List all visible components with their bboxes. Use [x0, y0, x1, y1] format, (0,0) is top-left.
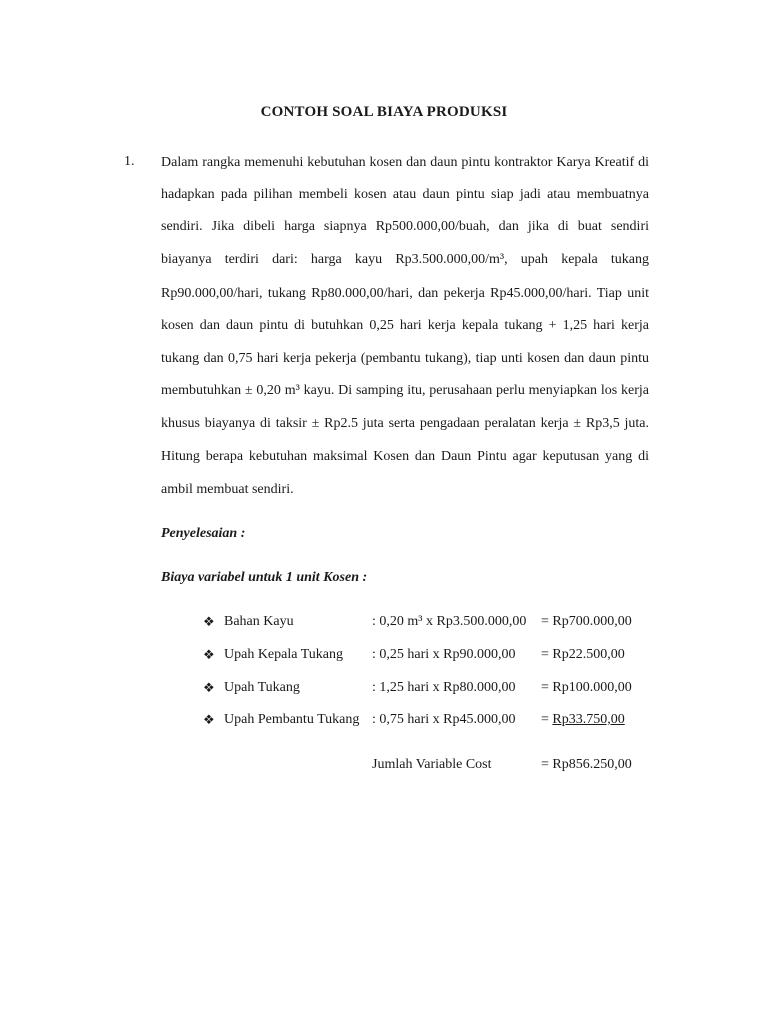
- cost-label: Upah Kepala Tukang: [224, 647, 343, 662]
- problem-line: kosen dan daun pintu di butuhkan 0,25 hari kerja kepala tukang + 1,25 hari kerja: [161, 318, 649, 333]
- cost-result: = Rp700.000,00: [541, 614, 632, 629]
- total-label: Jumlah Variable Cost: [372, 757, 492, 772]
- problem-line: hadapkan pada pilihan membeli kosen atau daun pintu siap jadi atau membuatnya: [161, 187, 649, 202]
- cost-row: [0, 614, 768, 634]
- problem-line: membutuhkan ± 0,20 m³ kayu. Di samping itu, perusahaan perlu menyiapkan los kerja: [161, 383, 649, 398]
- cost-result: [541, 712, 625, 728]
- total-row: [0, 757, 768, 777]
- problem-line: biayanya terdiri dari: harga kayu Rp3.500.000,00/m³, upah kepala tukang: [161, 252, 649, 267]
- cost-row: [0, 712, 768, 732]
- problem-line: ambil membuat sendiri.: [161, 482, 294, 497]
- problem-line: sendiri. Jika dibeli harga siapnya Rp500.000,00/buah, dan jika di buat sendiri: [161, 219, 649, 234]
- solution-heading: Penyelesaian :: [161, 526, 246, 541]
- cost-label: Bahan Kayu: [224, 614, 294, 629]
- cost-label: Upah Pembantu Tukang: [224, 712, 360, 727]
- problem-line: Dalam rangka memenuhi kebutuhan kosen dan daun pintu kontraktor Karya Kreatif di: [161, 155, 649, 170]
- cost-result: = Rp22.500,00: [541, 647, 625, 662]
- problem-line: khusus biayanya di taksir ± Rp2.5 juta serta pengadaan peralatan kerja ± Rp3,5 juta.: [161, 416, 649, 431]
- cost-row: [0, 680, 768, 700]
- cost-result-underlined: Rp33.750,00: [552, 712, 625, 727]
- variable-cost-heading: Biaya variabel untuk 1 unit Kosen :: [161, 570, 368, 585]
- cost-calculation: : 1,25 hari x Rp80.000,00: [372, 680, 516, 695]
- problem-number: 1.: [124, 154, 135, 169]
- diamond-bullet-icon: ❖: [203, 647, 215, 662]
- cost-calculation: : 0,25 hari x Rp90.000,00: [372, 647, 516, 662]
- cost-result: = Rp100.000,00: [541, 680, 632, 695]
- cost-calculation: : 0,75 hari x Rp45.000,00: [372, 712, 516, 727]
- diamond-bullet-icon: ❖: [203, 680, 215, 695]
- page-title: CONTOH SOAL BIAYA PRODUKSI: [260, 104, 508, 120]
- diamond-bullet-icon: ❖: [203, 614, 215, 629]
- problem-line: Rp90.000,00/hari, tukang Rp80.000,00/hari, dan pekerja Rp45.000,00/hari. Tiap unit: [161, 286, 649, 301]
- cost-result-prefix: =: [541, 712, 553, 727]
- diamond-bullet-icon: ❖: [203, 712, 215, 727]
- total-value: = Rp856.250,00: [541, 757, 632, 772]
- cost-calculation: : 0,20 m³ x Rp3.500.000,00: [372, 614, 527, 629]
- cost-row: [0, 647, 768, 667]
- problem-line: tukang dan 0,75 hari kerja pekerja (pembantu tukang), tiap unti kosen dan daun pintu: [161, 351, 649, 366]
- cost-label: Upah Tukang: [224, 680, 300, 695]
- problem-line: Hitung berapa kebutuhan maksimal Kosen dan Daun Pintu agar keputusan yang di: [161, 449, 649, 464]
